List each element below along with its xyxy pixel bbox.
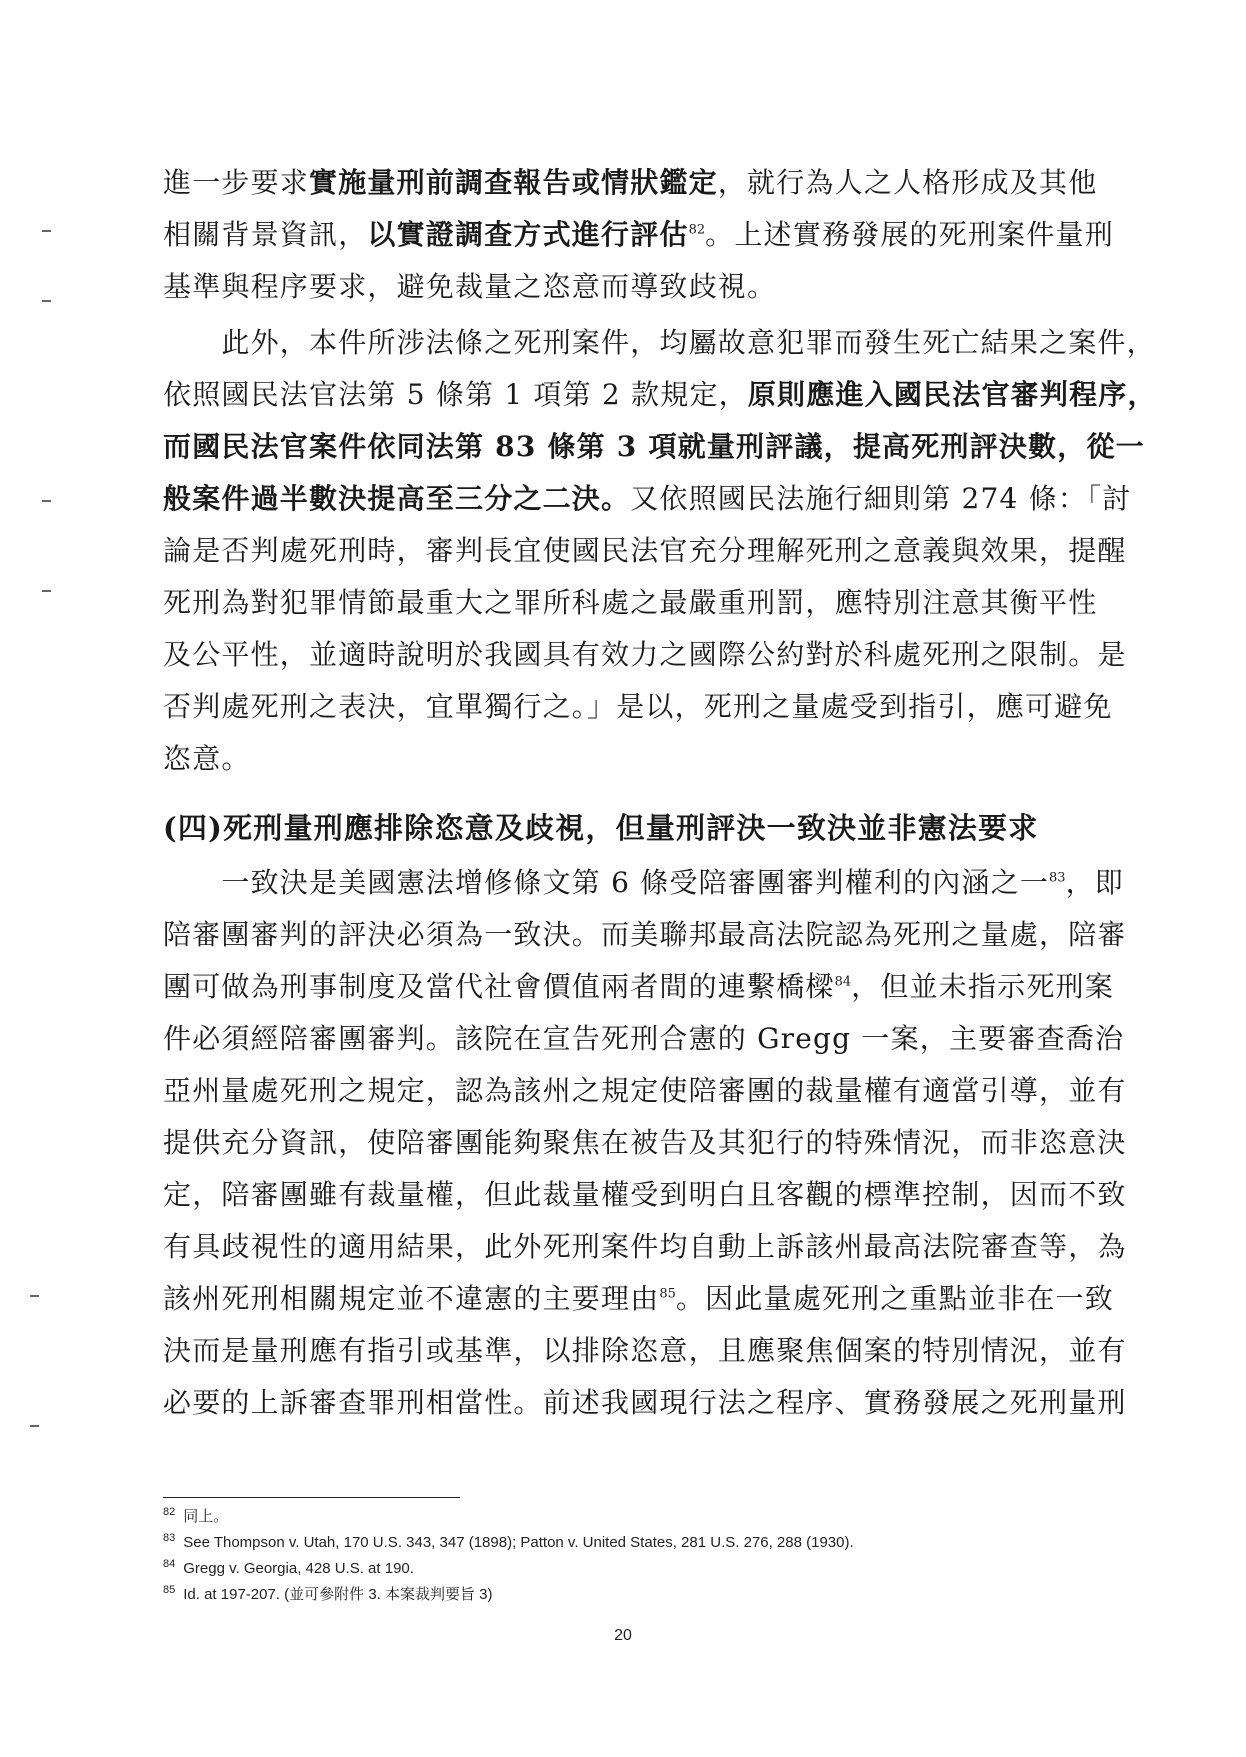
footnote-text: 同上。 [183, 1508, 229, 1525]
text-run: ，即 [1065, 866, 1124, 899]
text-run: 此外，本件所涉法條之死刑案件，均屬故意犯罪而發生死亡結果之案件， [163, 326, 1156, 359]
text-run: 及公平性，並適時說明於我國具有效力之國際公約對於科處死刑之限制。是 [163, 638, 1127, 671]
text-run: 一致決是美國憲法增修條文第 6 條受陪審團審判權利的內涵之一 [163, 866, 1050, 899]
page-number: 20 [614, 1627, 632, 1644]
body-line [163, 424, 1145, 470]
body-line [163, 1068, 1127, 1114]
body-line [163, 528, 1127, 574]
body-line [163, 736, 1105, 782]
text-run: 恣意。 [163, 742, 251, 775]
body-line [163, 1120, 1127, 1166]
footnote-text: See Thompson v. Utah, 170 U.S. 343, 347 (1898); Patton v. United States, 281 U.S. 276, 288 (1930). [183, 1534, 854, 1551]
text-run: 相關背景資訊， [163, 218, 368, 251]
body-line [163, 372, 1157, 418]
footnote-ref: 85 [659, 1286, 676, 1302]
footnote-text: Id. at 197-207. (並可參附件 3. 本案裁判要旨 3) [183, 1586, 493, 1603]
footnote-number: 85 [163, 1584, 176, 1596]
body-line [163, 476, 1132, 522]
text-run: (四)死刑量刑應排除恣意及歧視，但量刑評決一致決並非憲法要求 [163, 811, 1039, 845]
text-run: ，但並未指示死刑案 [851, 970, 1114, 1003]
footnote-number: 82 [163, 1506, 176, 1518]
text-run: 。因此量處死刑之重點並非在一致 [675, 1282, 1114, 1315]
scan-mark [30, 1425, 39, 1427]
body-line [163, 684, 1113, 730]
text-run: ，就行為人之人格形成及其他 [717, 166, 1098, 199]
footnote-separator [163, 1497, 460, 1498]
body-line [163, 1172, 1127, 1218]
text-run: 實施量刑前調查報告或情狀鑑定 [309, 166, 718, 199]
body-line [163, 964, 1114, 1010]
body-line [163, 1380, 1127, 1426]
body-line [163, 860, 1124, 906]
body-line [163, 632, 1127, 678]
scan-mark [42, 500, 51, 502]
scan-mark [42, 230, 51, 232]
body-line [163, 912, 1127, 958]
scan-mark [42, 300, 51, 302]
text-run: 定，陪審團雖有裁量權，但此裁量權受到明白且客觀的標準控制，因而不致 [163, 1178, 1127, 1211]
text-run: 否判處死刑之表決，宜單獨行之。」是以，死刑之量處受到指引，應可避免 [163, 690, 1113, 723]
footnote-83 [163, 1533, 854, 1553]
text-run: 決而是量刑應有指引或基準，以排除恣意，且應聚焦個案的特別情況，並有 [163, 1334, 1127, 1367]
footnote-ref: 84 [834, 974, 852, 990]
text-run: 。上述實務發展的死刑案件量刑 [705, 218, 1114, 251]
body-line [163, 264, 1105, 310]
body-line [163, 1328, 1127, 1374]
footnote-number: 84 [163, 1558, 176, 1570]
text-run: 該州死刑相關規定並不違憲的主要理由 [163, 1282, 660, 1315]
text-run: 有具歧視性的適用結果，此外死刑案件均自動上訴該州最高法院審查等，為 [163, 1230, 1127, 1263]
footnote-text: Gregg v. Georgia, 428 U.S. at 190. [183, 1560, 414, 1577]
body-line [163, 1224, 1127, 1270]
body-line [163, 580, 1105, 626]
text-run: 而國民法官案件依同法第 83 條第 3 項就量刑評議，提高死刑評決數，從一 [163, 430, 1145, 463]
text-run: 提供充分資訊，使陪審團能夠聚焦在被告及其犯行的特殊情況，而非恣意決 [163, 1126, 1127, 1159]
text-run: 原則應進入國民法官審判程序， [747, 378, 1157, 411]
body-line [163, 1016, 1125, 1062]
scan-mark [42, 590, 51, 592]
text-run: 論是否判處死刑時，審判長宜使國民法官充分理解死刑之意義與效果，提醒 [163, 534, 1127, 567]
text-run: 件必須經陪審團審判。該院在宣告死刑合憲的 Gregg 一案，主要審查喬治 [163, 1022, 1125, 1055]
text-run: 依照國民法官法第 5 條第 1 項第 2 款規定， [163, 378, 748, 411]
footnote-84 [163, 1559, 414, 1579]
text-run: 又依照國民法施行細則第 274 條：「討 [630, 482, 1132, 515]
text-run: 必要的上訴審查罪刑相當性。前述我國現行法之程序、實務發展之死刑量刑 [163, 1386, 1127, 1419]
text-run: 陪審團審判的評決必須為一致決。而美聯邦最高法院認為死刑之量處，陪審 [163, 918, 1127, 951]
body-line [163, 1276, 1114, 1322]
body-line [163, 320, 1156, 366]
body-line [163, 212, 1114, 258]
text-run: 死刑為對犯罪情節最重大之罪所科處之最嚴重刑罰，應特別注意其衡平性 [163, 586, 1098, 619]
text-run: 進一步要求 [163, 166, 310, 199]
footnote-82 [163, 1507, 228, 1527]
footnote-ref: 82 [688, 222, 706, 238]
body-line [163, 160, 1105, 206]
scan-mark [30, 1295, 39, 1297]
footnote-ref: 83 [1049, 870, 1066, 886]
text-run: 團可做為刑事制度及當代社會價值兩者間的連繫橋樑 [163, 970, 835, 1003]
text-run: 基準與程序要求，避免裁量之恣意而導致歧視。 [163, 270, 777, 303]
text-run: 般案件過半數決提高至三分之二決。 [163, 482, 631, 515]
section-heading [163, 805, 1105, 851]
text-run: 以實證調查方式進行評估 [367, 218, 689, 251]
text-run: 亞州量處死刑之規定，認為該州之規定使陪審團的裁量權有適當引導，並有 [163, 1074, 1127, 1107]
footnote-number: 83 [163, 1532, 176, 1544]
footnote-85 [163, 1585, 493, 1605]
